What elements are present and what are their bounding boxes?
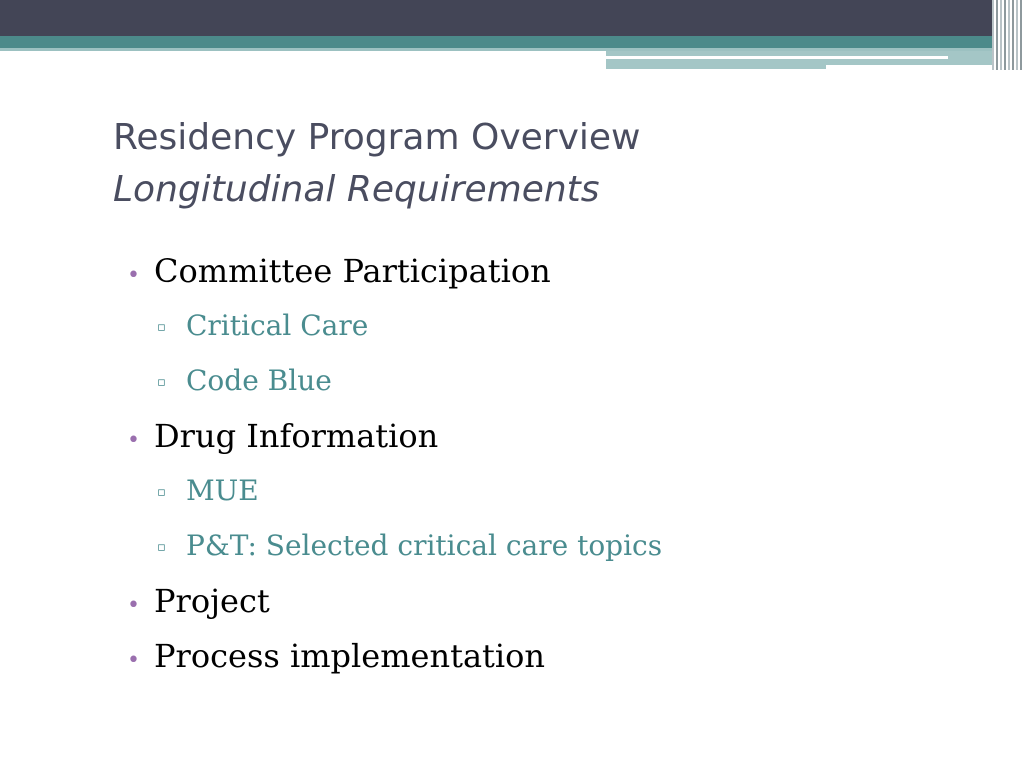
sub-bullet-square-icon: ▫ [157, 540, 166, 555]
sub-bullet-text: Critical Care [186, 309, 369, 342]
sub-bullet-square-icon: ▫ [157, 375, 166, 390]
header-stripes [992, 0, 1024, 70]
bullet-item [127, 246, 662, 301]
sub-bullet-item [157, 301, 662, 356]
bullet-text: Project [154, 582, 270, 620]
header-accent-line-lower [606, 65, 826, 69]
sub-bullet-item [157, 356, 662, 411]
sub-bullet-square-icon: ▫ [157, 485, 166, 500]
header-band-teal [0, 36, 1024, 48]
bullet-text: Committee Participation [154, 252, 551, 290]
slide-title-main: Residency Program Overview [113, 117, 641, 158]
sub-bullet-text: MUE [186, 474, 259, 507]
bullet-text: Drug Information [154, 417, 439, 455]
slide-subtitle: Longitudinal Requirements [113, 169, 600, 210]
header-accent-line [606, 56, 948, 59]
header-band-dark [0, 0, 1024, 36]
bullet-item [127, 411, 662, 466]
slide-title [113, 112, 640, 216]
sub-bullet-item [157, 521, 662, 576]
bullet-text: Process implementation [154, 637, 545, 675]
bullet-item [127, 576, 662, 631]
bullet-item [127, 631, 662, 686]
bullet-list [127, 246, 662, 686]
bullet-dot-icon: • [127, 428, 140, 453]
sub-bullet-square-icon: ▫ [157, 320, 166, 335]
sub-bullet-text: Code Blue [186, 364, 332, 397]
bullet-dot-icon: • [127, 648, 140, 673]
bullet-dot-icon: • [127, 593, 140, 618]
sub-bullet-item [157, 466, 662, 521]
bullet-dot-icon: • [127, 263, 140, 288]
sub-bullet-text: P&T: Selected critical care topics [186, 529, 663, 562]
